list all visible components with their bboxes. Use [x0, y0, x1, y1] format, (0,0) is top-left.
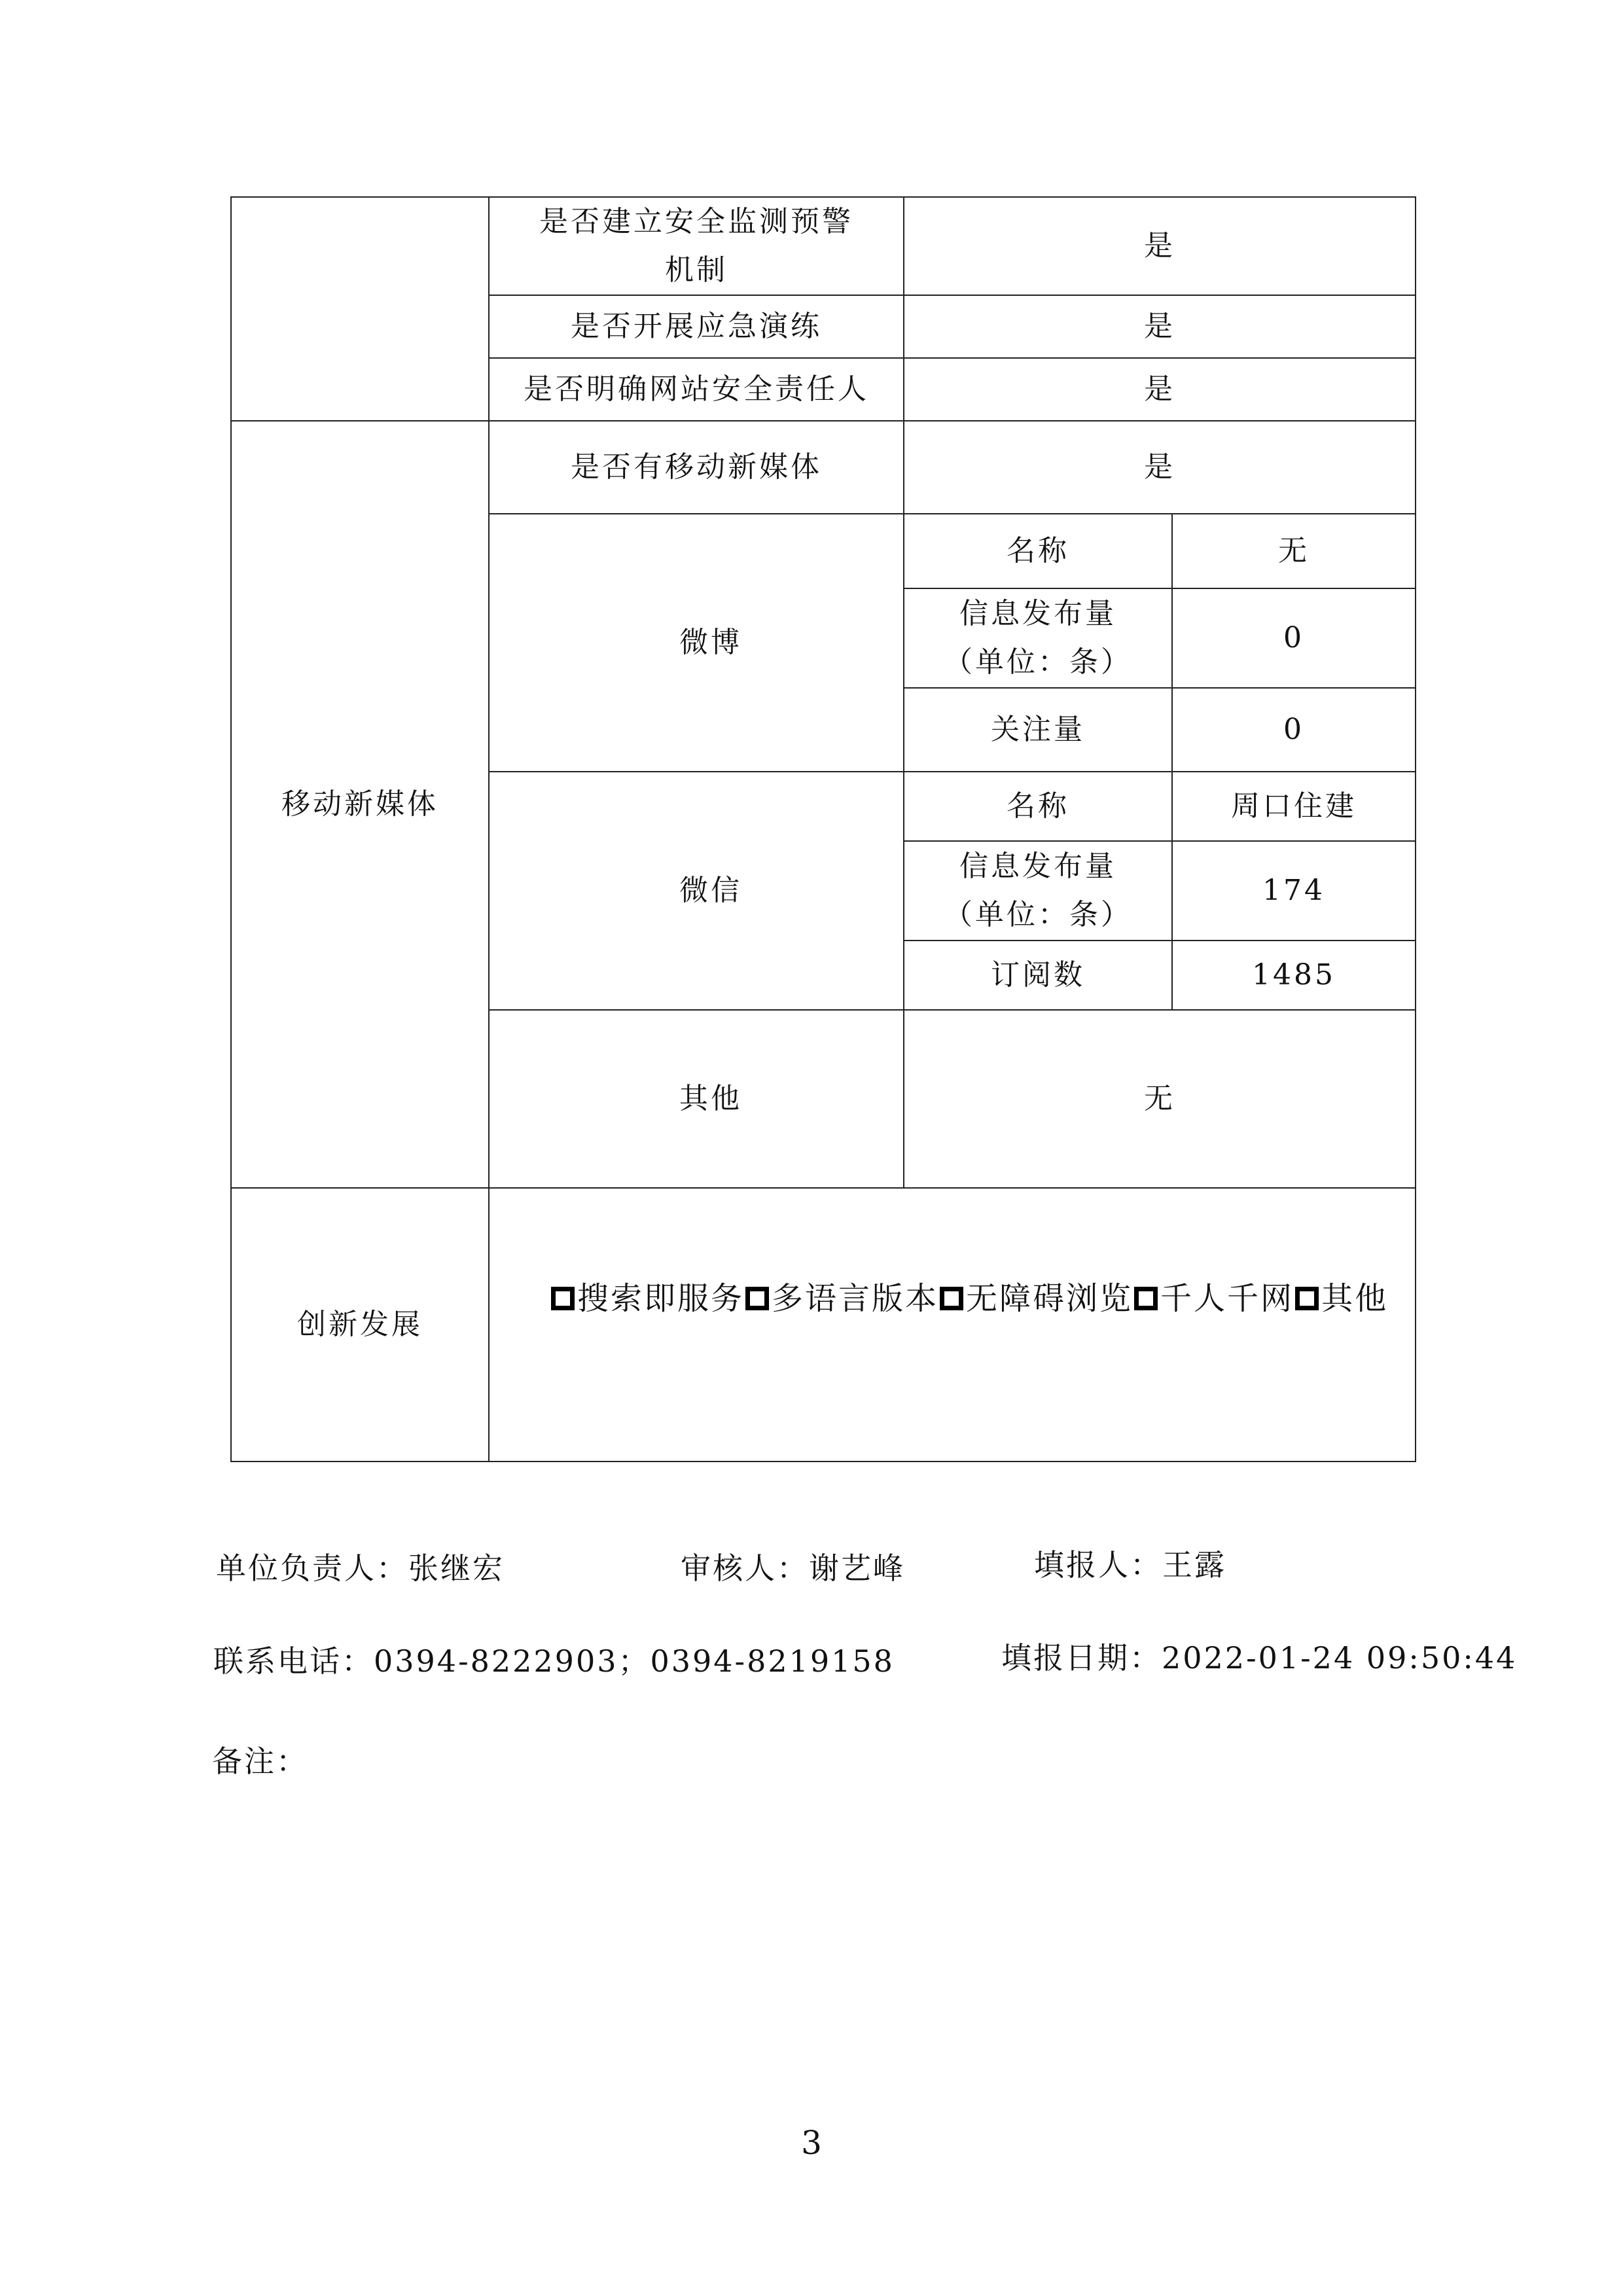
option-accessibility: 无障碍浏览 [966, 1280, 1133, 1317]
option-other: 其他 [1321, 1280, 1389, 1317]
wechat-name-value: 周口住建 [1172, 772, 1416, 841]
weibo-name-value: 无 [1172, 514, 1416, 588]
wechat-subscribers-label: 订阅数 [904, 941, 1172, 1010]
weibo-label: 微博 [489, 514, 904, 772]
has-mobile-value: 是 [904, 421, 1416, 514]
report-table [230, 196, 1416, 1462]
weibo-posts-value: 0 [1172, 588, 1416, 688]
filler: 填报人：王露 [1034, 1547, 1226, 1583]
weibo-followers-value: 0 [1172, 688, 1416, 772]
weibo-posts-label: 信息发布量 （单位：条） [904, 588, 1172, 688]
monitoring-warning-value: 是 [904, 197, 1416, 295]
weibo-followers-label: 关注量 [904, 688, 1172, 772]
security-owner-value: 是 [904, 358, 1416, 421]
other-media-value: 无 [904, 1010, 1416, 1188]
contact-phone: 联系电话：0394-8222903；0394-8219158 [213, 1643, 895, 1679]
checkbox-personalized[interactable] [1134, 1287, 1158, 1310]
weibo-name-label: 名称 [904, 514, 1172, 588]
innovation-options [551, 1274, 1408, 1323]
has-mobile-label: 是否有移动新媒体 [489, 421, 904, 514]
checkbox-accessibility[interactable] [940, 1287, 963, 1310]
wechat-label: 微信 [489, 772, 904, 1010]
wechat-posts-label: 信息发布量 （单位：条） [904, 841, 1172, 941]
option-personalized: 千人千网 [1160, 1280, 1294, 1317]
emergency-drill-label: 是否开展应急演练 [489, 295, 904, 358]
security-section-cell [231, 197, 489, 421]
page-number: 3 [801, 2124, 822, 2162]
reviewer: 审核人：谢艺峰 [681, 1551, 905, 1586]
checkbox-other[interactable] [1295, 1287, 1319, 1310]
fill-date: 填报日期：2022-01-24 09:50:44 [1001, 1640, 1518, 1676]
checkbox-multilingual[interactable] [745, 1287, 769, 1310]
wechat-posts-value: 174 [1172, 841, 1416, 941]
innovation-section-label: 创新发展 [231, 1188, 489, 1462]
unit-head: 单位负责人：张继宏 [216, 1551, 505, 1586]
mobile-media-section-label: 移动新媒体 [231, 421, 489, 1188]
wechat-subscribers-value: 1485 [1172, 941, 1416, 1010]
option-search-service: 搜索即服务 [577, 1280, 745, 1317]
innovation-options-cell [489, 1188, 1416, 1462]
remarks: 备注： [212, 1744, 308, 1779]
wechat-name-label: 名称 [904, 772, 1172, 841]
monitoring-warning-label: 是否建立安全监测预警 机制 [489, 197, 904, 295]
checkbox-search-service[interactable] [551, 1287, 575, 1310]
emergency-drill-value: 是 [904, 295, 1416, 358]
other-media-label: 其他 [489, 1010, 904, 1188]
option-multilingual: 多语言版本 [772, 1280, 939, 1317]
security-owner-label: 是否明确网站安全责任人 [489, 358, 904, 421]
